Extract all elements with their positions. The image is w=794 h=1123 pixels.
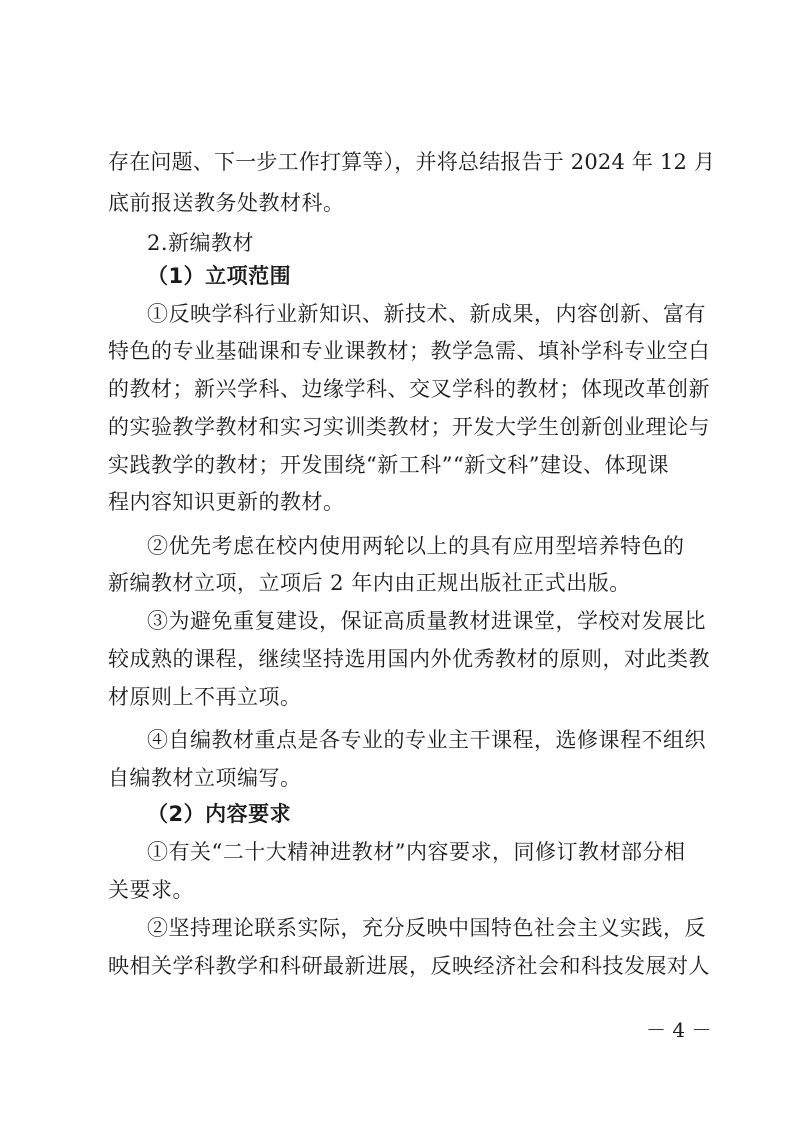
paragraph-line: 底前报送教务处教材科。 bbox=[108, 191, 345, 215]
paragraph-line: 存在问题、下一步工作打算等），并将总结报告于 2024 年 12 月 bbox=[108, 150, 716, 174]
paragraph-line: 的实验教学教材和实习实训类教材；开发大学生创新创业理论与 bbox=[108, 415, 710, 439]
subsection-heading: （1）立项范围 bbox=[147, 264, 292, 288]
paragraph-line: 材原则上不再立项。 bbox=[108, 685, 302, 709]
paragraph-line: ②优先考虑在校内使用两轮以上的具有应用型培养特色的 bbox=[147, 534, 685, 558]
paragraph-line: 映相关学科教学和科研最新进展，反映经济社会和科技发展对人 bbox=[108, 954, 710, 978]
subsection-heading: （2）内容要求 bbox=[147, 802, 292, 826]
section-heading: 2.新编教材 bbox=[147, 231, 255, 255]
paragraph-line: 较成熟的课程，继续坚持选用国内外优秀教材的原则，对此类教 bbox=[108, 647, 710, 671]
paragraph-line: ①反映学科行业新知识、新技术、新成果，内容创新、富有 bbox=[147, 302, 706, 326]
paragraph-line: ④自编教材重点是各专业的专业主干课程，选修课程不组织 bbox=[147, 728, 706, 752]
paragraph-line: 关要求。 bbox=[108, 878, 194, 902]
paragraph-line: 实践教学的教材；开发围绕“新工科”“新文科”建设、体现课 bbox=[108, 453, 669, 477]
page-number: － 4 － bbox=[646, 1018, 712, 1042]
paragraph-line: 新编教材立项，立项后 2 年内由正规出版社正式出版。 bbox=[108, 571, 631, 595]
paragraph-line: 的教材；新兴学科、边缘学科、交叉学科的教材；体现改革创新 bbox=[108, 377, 710, 401]
paragraph-line: 程内容知识更新的教材。 bbox=[108, 490, 345, 514]
paragraph-line: ③为避免重复建设，保证高质量教材进课堂，学校对发展比 bbox=[147, 609, 706, 633]
paragraph-line: ②坚持理论联系实际，充分反映中国特色社会主义实践，反 bbox=[147, 916, 706, 940]
paragraph-line: ①有关“二十大精神进教材”内容要求，同修订教材部分相 bbox=[147, 840, 686, 864]
paragraph-line: 特色的专业基础课和专业课教材；教学急需、填补学科专业空白 bbox=[108, 339, 710, 363]
paragraph-line: 自编教材立项编写。 bbox=[108, 766, 302, 790]
